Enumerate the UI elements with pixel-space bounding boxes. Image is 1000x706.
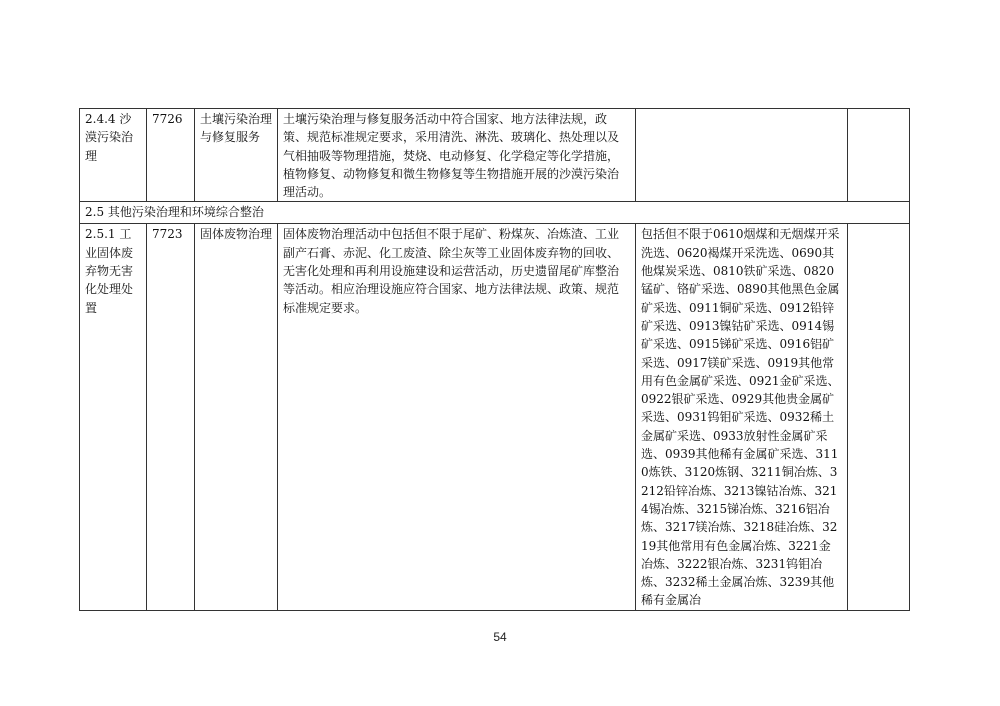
table-row	[80, 109, 910, 202]
table-row	[80, 224, 910, 610]
industry-code-cell: 7723	[147, 224, 195, 610]
category-code-cell: 2.4.4 沙漠污染治理	[80, 109, 147, 202]
extra-cell	[848, 224, 910, 610]
note-cell: 包括但不限于0610烟煤和无烟煤开采洗选、0620褐煤开采洗选、0690其他煤炭采选、0810铁矿采选、0820锰矿、铬矿采选、0890其他黑色金属矿采选、0911铜矿采选、0912铅锌矿采选、0913镍钴矿采选、0914锡矿采选、0915锑矿采选、0916铝矿采选、0917镁矿采选、0919其他常用有色金属矿采选、0921金矿采选、0922银矿采选、0929其他贵金属矿采选、0931钨钼矿采选、0932稀土金属矿采选、0933放射性金属矿采选、0939其他稀有金属矿采选、3110炼铁、3120炼钢、3211铜冶炼、3212铅锌冶炼、3213镍钴冶炼、3214锡冶炼、3215锑冶炼、3216铝冶炼、3217镁冶炼、3218硅冶炼、3219其他常用有色金属冶炼、3221金冶炼、3222银冶炼、3231钨钼冶炼、3232稀土金属冶炼、3239其他稀有金属冶	[636, 224, 848, 610]
section-row	[80, 202, 910, 224]
industry-name-cell: 土壤污染治理与修复服务	[195, 109, 278, 202]
description-cell: 固体废物治理活动中包括但不限于尾矿、粉煤灰、冶炼渣、工业副产石膏、赤泥、化工废渣、除尘灰等工业固体废弃物的回收、无害化处理和再利用设施建设和运营活动，历史遗留尾矿库整治等活动。相应治理设施应符合国家、地方法律法规、政策、规范标准规定要求。	[278, 224, 636, 610]
note-cell	[636, 109, 848, 202]
section-heading: 2.5 其他污染治理和环境综合整治	[80, 202, 910, 224]
industry-code-cell: 7726	[147, 109, 195, 202]
industry-name-cell: 固体废物治理	[195, 224, 278, 610]
extra-cell	[848, 109, 910, 202]
description-cell: 土壤污染治理与修复服务活动中符合国家、地方法律法规，政策、规范标准规定要求，采用清洗、淋洗、玻璃化、热处理以及气相抽吸等物理措施，焚烧、电动修复、化学稳定等化学措施，植物修复、动物修复和微生物修复等生物措施开展的沙漠污染治理活动。	[278, 109, 636, 202]
classification-table	[79, 108, 910, 611]
category-code-cell: 2.5.1 工业固体废弃物无害化处理处置	[80, 224, 147, 610]
page-number: 54	[493, 630, 507, 644]
